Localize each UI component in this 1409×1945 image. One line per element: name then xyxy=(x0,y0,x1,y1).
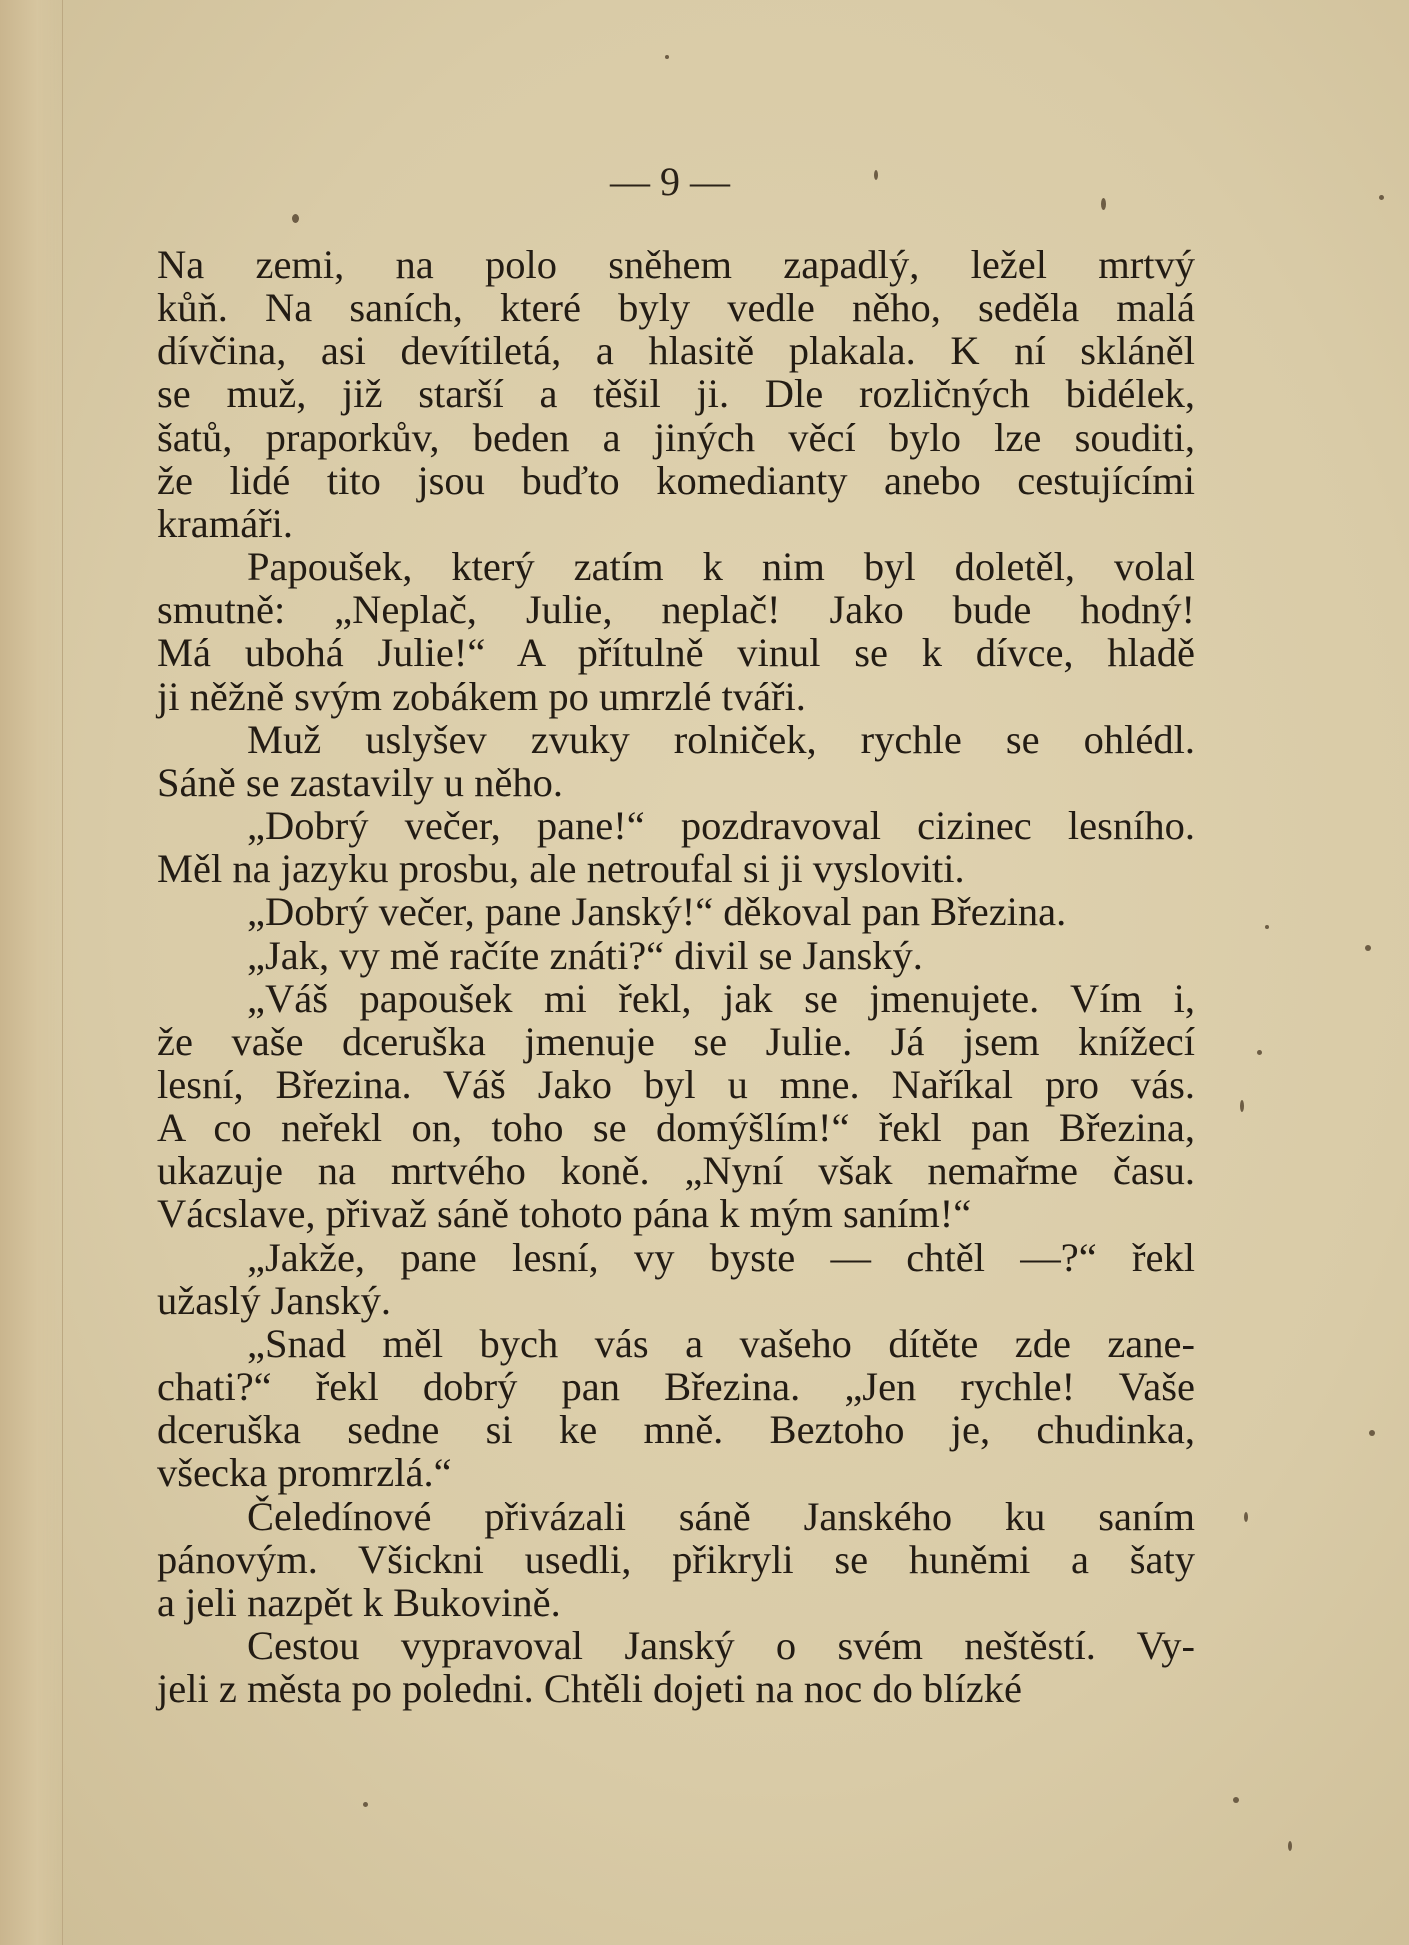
paragraph xyxy=(157,1236,1195,1322)
text-line: chati?“ řekl dobrý pan Březina. „Jen rychle! Vaše xyxy=(157,1364,1195,1410)
paragraph xyxy=(157,243,1195,545)
text-line: lesní, Březina. Váš Jako byl u mne. Naříkal pro vás. xyxy=(157,1061,1195,1107)
text-line: Měl na jazyku prosbu, ale netroufal si ji vysloviti. xyxy=(157,846,965,892)
text-line: „Váš papoušek mi řekl, jak se jmenujete. Vím i, xyxy=(247,975,1195,1021)
paper-speck xyxy=(1257,1050,1262,1055)
body-text xyxy=(157,243,1195,1710)
paragraph xyxy=(157,718,1195,804)
text-line: kramáři. xyxy=(157,500,294,546)
paragraph xyxy=(157,934,1195,977)
page-binding-edge xyxy=(0,0,63,1945)
paragraph xyxy=(157,977,1195,1236)
text-line: šatů, praporkův, beden a jiných věcí bylo lze souditi, xyxy=(157,414,1195,460)
text-line: kůň. Na saních, které byly vedle něho, seděla malá xyxy=(157,285,1195,331)
text-line: dívčina, asi devítiletá, a hlasitě plakala. K ní skláněl xyxy=(157,328,1195,374)
text-line: Vácslave, přivaž sáně tohoto pána k mým saním!“ xyxy=(157,1191,972,1237)
paragraph xyxy=(157,1322,1195,1495)
paper-speck xyxy=(1365,945,1371,951)
paper-speck xyxy=(1240,1100,1244,1112)
text-line: Čeledínové přivázali sáně Janského ku saním xyxy=(247,1493,1195,1539)
text-line: Sáně se zastavily u něho. xyxy=(157,759,564,805)
text-line: „Dobrý večer, pane!“ pozdravoval cizinec lesního. xyxy=(247,803,1195,849)
paper-speck xyxy=(1288,1841,1292,1851)
text-line: dceruška sedne si ke mně. Beztoho je, chudinka, xyxy=(157,1407,1195,1453)
text-line: A co neřekl on, toho se domýšlím!“ řekl pan Březina, xyxy=(157,1105,1195,1151)
paper-speck xyxy=(1233,1797,1239,1803)
text-line: Na zemi, na polo sněhem zapadlý, ležel mrtvý xyxy=(157,242,1195,287)
paper-speck xyxy=(874,170,878,180)
paper-speck xyxy=(1265,925,1269,929)
text-line: že vaše dceruška jmenuje se Julie. Já jsem knížecí xyxy=(157,1018,1195,1064)
paragraph xyxy=(157,804,1195,890)
text-line: všecka promrzlá.“ xyxy=(157,1450,452,1496)
text-line: ukazuje na mrtvého koně. „Nyní však nemařme času. xyxy=(157,1148,1195,1194)
text-line: se muž, již starší a těšil ji. Dle rozličných bidélek, xyxy=(157,371,1195,417)
text-line: „Jakže, pane lesní, vy byste — chtěl —?“ řekl xyxy=(247,1234,1195,1280)
paper-speck xyxy=(1101,198,1106,210)
paper-speck xyxy=(292,214,299,223)
text-line: pánovým. Všickni usedli, přikryli se huněmi a šaty xyxy=(157,1536,1195,1582)
paragraph xyxy=(157,1624,1195,1710)
page-number: — 9 — xyxy=(610,159,730,204)
text-line: jeli z města po poledni. Chtěli dojeti na noc do blízké xyxy=(157,1666,1022,1712)
text-line: „Snad měl bych vás a vašeho dítěte zde zane- xyxy=(247,1320,1195,1366)
text-line: užaslý Janský. xyxy=(157,1277,391,1323)
text-line: ji něžně svým zobákem po umrzlé tváři. xyxy=(157,673,806,719)
text-line: Cestou vypravoval Janský o svém neštěstí. Vy- xyxy=(247,1623,1195,1668)
text-line: „Jak, vy mě račíte znáti?“ divil se Janský. xyxy=(247,932,923,978)
paper-speck xyxy=(665,55,669,59)
paragraph xyxy=(157,890,1195,933)
text-line: smutně: „Neplač, Julie, neplač! Jako bude hodný! xyxy=(157,587,1195,633)
paper-speck xyxy=(363,1802,368,1807)
paper-speck xyxy=(1379,195,1384,200)
paper-speck xyxy=(1369,1430,1375,1436)
paragraph xyxy=(157,1495,1195,1624)
text-line: Muž uslyšev zvuky rolniček, rychle se ohlédl. xyxy=(247,716,1195,762)
paragraph xyxy=(157,545,1195,718)
text-line: a jeli nazpět k Bukovině. xyxy=(157,1579,561,1625)
text-line: že lidé tito jsou buďto komedianty anebo cestujícími xyxy=(157,457,1195,503)
text-line: Papoušek, který zatím k nim byl doletěl, volal xyxy=(247,544,1195,590)
text-line: „Dobrý večer, pane Janský!“ děkoval pan Březina. xyxy=(247,889,1067,935)
paper-speck xyxy=(1244,1512,1248,1522)
text-line: Má ubohá Julie!“ A přítulně vinul se k dívce, hladě xyxy=(157,630,1195,676)
